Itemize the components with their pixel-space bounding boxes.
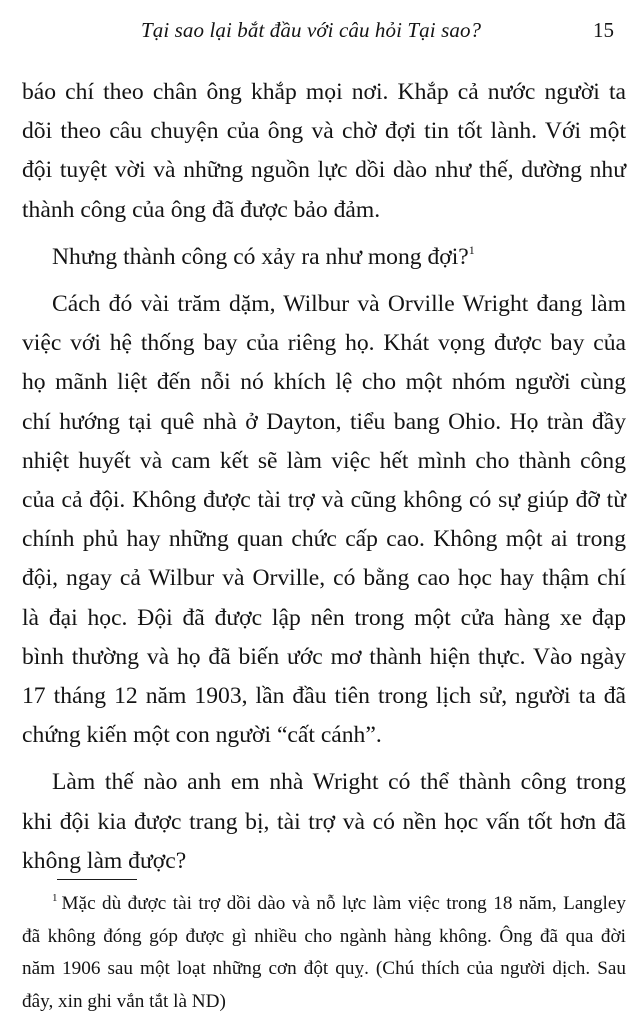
text-line: đội, ngay cả Wilbur và Orville, có bằng cao học hay thậm chí <box>22 565 626 592</box>
footnote-mark: 1 <box>52 892 58 904</box>
question-text: Nhưng thành công có xảy ra như mong đợi? <box>52 243 469 270</box>
text-line: thành công của ông đã được bảo đảm. <box>22 196 381 223</box>
text-line: nhiệt huyết và cam kết sẽ làm việc hết mình cho thành công <box>22 447 626 474</box>
footnote-divider <box>57 879 137 880</box>
body-text <box>22 73 626 881</box>
paragraph-4 <box>22 763 626 881</box>
text-line: chí hướng tại quê nhà ở Dayton, tiểu bang Ohio. Họ tràn đầy <box>22 408 626 435</box>
text-line: dõi theo câu chuyện của ông và chờ đợi tin tốt lành. Với một <box>22 118 626 145</box>
footnote-line: đã không đóng góp được gì nhiều cho ngành hàng không. Ông đã qua đời <box>22 925 626 947</box>
text-line: chính phủ hay những quan chức cấp cao. Không một ai trong <box>22 526 626 553</box>
text-line: không làm được? <box>22 847 187 874</box>
text-line: của cả đội. Không được tài trợ và cũng không có sự giúp đỡ từ <box>22 487 626 514</box>
text-line: Làm thế nào anh em nhà Wright có thể thành công trong <box>52 769 626 796</box>
paragraph-2 <box>22 238 626 277</box>
page-number: 15 <box>593 18 614 42</box>
footnote-line <box>22 888 626 921</box>
text-line: 17 tháng 12 năm 1903, lần đầu tiên trong lịch sử, người ta đã <box>22 683 626 710</box>
paragraph-1 <box>22 73 626 230</box>
text-line: chứng kiến một con người “cất cánh”. <box>22 722 382 749</box>
text-line: báo chí theo chân ông khắp mọi nơi. Khắp cả nước người ta <box>22 79 626 105</box>
text-line: họ mãnh liệt đến nỗi nó khích lệ cho một nhóm người cùng <box>22 369 626 396</box>
footnote-line: năm 1906 sau một loạt những cơn đột quỵ. (Chú thích của người dịch. Sau <box>22 958 626 979</box>
footnotes <box>22 888 626 1018</box>
running-header <box>0 10 640 50</box>
footnote-reference[interactable]: 1 <box>468 242 475 257</box>
text-line: việc với hệ thống bay của riêng họ. Khát vọng được bay của <box>22 330 626 357</box>
paragraph-3 <box>22 285 626 755</box>
footnote-line: đây, xin ghi vắn tắt là ND) <box>22 990 226 1012</box>
running-title: Tại sao lại bắt đầu với câu hỏi Tại sao? <box>141 18 482 42</box>
text-line: bình thường và họ đã biến ước mơ thành hiện thực. Vào ngày <box>22 643 626 670</box>
text-line: Cách đó vài trăm dặm, Wilbur và Orville Wright đang làm <box>52 291 626 318</box>
footnote-text: Mặc dù được tài trợ dồi dào và nỗ lực làm việc trong 18 năm, Langley <box>61 893 626 914</box>
text-line: khi đội kia được trang bị, tài trợ và có nền học vấn tốt hơn đã <box>22 808 626 835</box>
text-line <box>22 238 626 277</box>
text-line: là đại học. Đội đã được lập nên trong một cửa hàng xe đạp <box>22 604 626 631</box>
text-line: đội tuyệt vời và những nguồn lực dồi dào như thế, dường như <box>22 157 626 184</box>
